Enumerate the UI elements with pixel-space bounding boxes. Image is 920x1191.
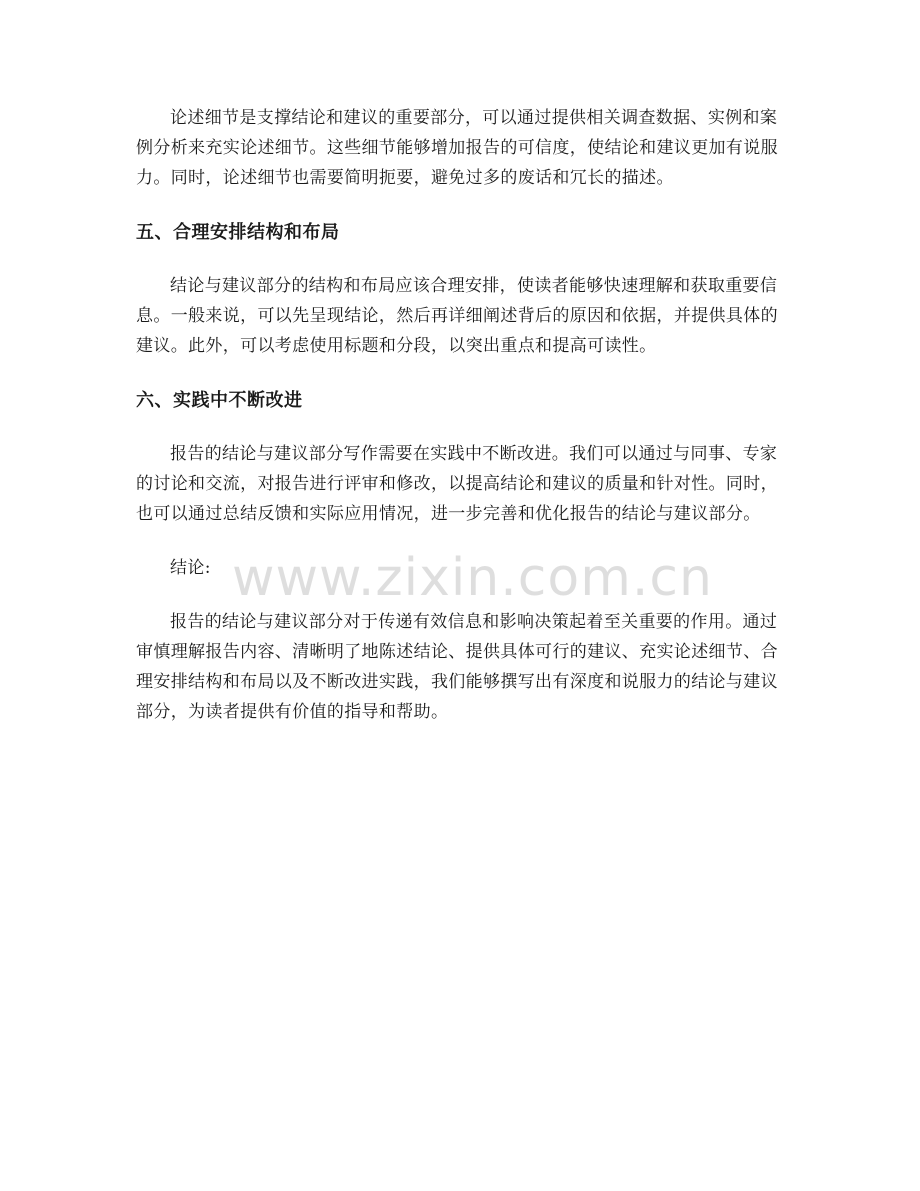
document-body [136,103,786,727]
watermark: www.zixin.com.cn [232,548,713,608]
paragraph-conclusion: 报告的结论与建议部分对于传递有效信息和影响决策起着至关重要的作用。通过审慎理解报告内容、清晰明了地陈述结论、提供具体可行的建议、充实论述细节、合理安排结构和布局以及不断改进实践，我们能够撰写出有深度和说服力的结论与建议部分，为读者提供有价值的指导和帮助。 [136,612,778,722]
paragraph-structure: 结论与建议部分的结构和布局应该合理安排，使读者能够快速理解和获取重要信息。一般来说，可以先呈现结论，然后再详细阐述背后的原因和依据，并提供具体的建议。此外，可以考虑使用标题和分段，以突出重点和提高可读性。 [136,276,778,356]
conclusion-label: 结论: [170,558,211,578]
section-heading-structure: 五、合理安排结构和布局 [136,222,340,243]
paragraph-practice: 报告的结论与建议部分写作需要在实践中不断改进。我们可以通过与同事、专家的讨论和交流，对报告进行评审和修改，以提高结论和建议的质量和针对性。同时，也可以通过总结反馈和实际应用情况，进一步完善和优化报告的结论与建议部分。 [136,444,778,524]
section-heading-practice: 六、实践中不断改进 [136,390,303,411]
paragraph-details: 论述细节是支撑结论和建议的重要部分，可以通过提供相关调查数据、实例和案例分析来充实论述细节。这些细节能够增加报告的可信度，使结论和建议更加有说服力。同时，论述细节也需要简明扼要，避免过多的废话和冗长的描述。 [136,108,778,188]
